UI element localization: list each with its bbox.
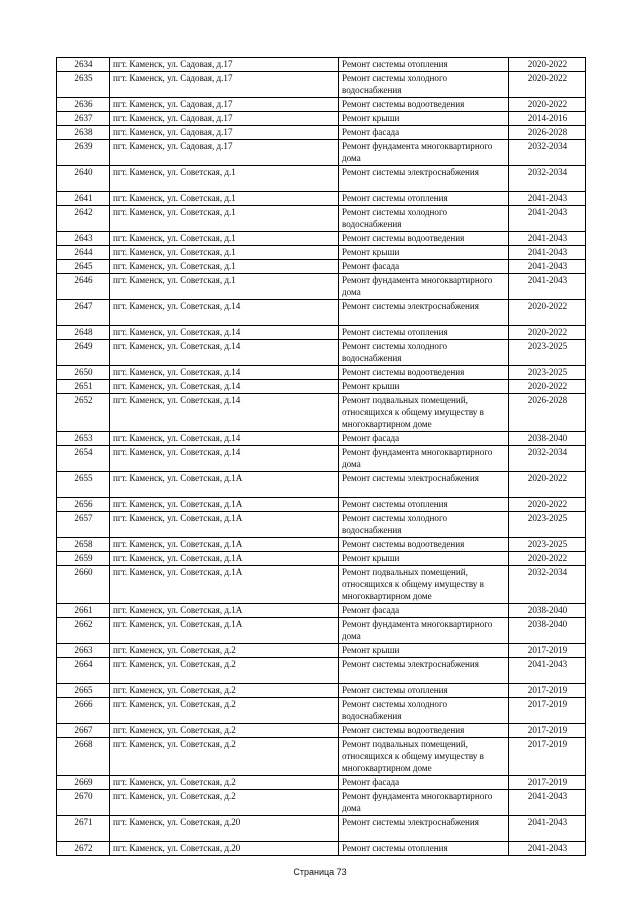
address-cell: пгт. Каменск, ул. Советская, д.2 (110, 776, 339, 790)
address-cell: пгт. Каменск, ул. Советская, д.1 (110, 274, 339, 300)
table-row (57, 644, 586, 658)
row-number-cell: 2652 (57, 394, 110, 432)
address-cell: пгт. Каменск, ул. Советская, д.1 (110, 206, 339, 232)
work-type-cell: Ремонт системы холодного водоснабжения (339, 698, 509, 724)
address-cell: пгт. Каменск, ул. Советская, д.1 (110, 246, 339, 260)
row-number-cell: 2669 (57, 776, 110, 790)
row-number-cell: 2648 (57, 326, 110, 340)
row-number-cell: 2672 (57, 842, 110, 856)
period-cell: 2017-2019 (509, 698, 586, 724)
address-cell: пгт. Каменск, ул. Советская, д.2 (110, 790, 339, 816)
work-type-cell: Ремонт подвальных помещений, относящихся к общему имуществу в многоквартирном доме (339, 566, 509, 604)
row-number-cell: 2657 (57, 512, 110, 538)
period-cell: 2032-2034 (509, 166, 586, 192)
work-type-cell: Ремонт системы водоотведения (339, 98, 509, 112)
table-row (57, 366, 586, 380)
table-row (57, 698, 586, 724)
row-number-cell: 2668 (57, 738, 110, 776)
table-row (57, 274, 586, 300)
row-number-cell: 2649 (57, 340, 110, 366)
row-number-cell: 2662 (57, 618, 110, 644)
work-type-cell: Ремонт фасада (339, 126, 509, 140)
period-cell: 2017-2019 (509, 776, 586, 790)
table-row (57, 340, 586, 366)
row-number-cell: 2641 (57, 192, 110, 206)
period-cell: 2041-2043 (509, 260, 586, 274)
row-number-cell: 2655 (57, 472, 110, 498)
table-row (57, 140, 586, 166)
row-number-cell: 2664 (57, 658, 110, 684)
work-type-cell: Ремонт крыши (339, 380, 509, 394)
work-type-cell: Ремонт фундамента многоквартирного дома (339, 790, 509, 816)
period-cell: 2032-2034 (509, 140, 586, 166)
table-row (57, 538, 586, 552)
table-row (57, 246, 586, 260)
work-type-cell: Ремонт системы водоотведения (339, 232, 509, 246)
table-row (57, 552, 586, 566)
table-row (57, 98, 586, 112)
period-cell: 2023-2025 (509, 366, 586, 380)
row-number-cell: 2656 (57, 498, 110, 512)
table-row (57, 604, 586, 618)
row-number-cell: 2658 (57, 538, 110, 552)
address-cell: пгт. Каменск, ул. Советская, д.1А (110, 512, 339, 538)
work-type-cell: Ремонт системы холодного водоснабжения (339, 340, 509, 366)
period-cell: 2017-2019 (509, 644, 586, 658)
address-cell: пгт. Каменск, ул. Советская, д.1А (110, 552, 339, 566)
period-cell: 2026-2028 (509, 394, 586, 432)
address-cell: пгт. Каменск, ул. Советская, д.1 (110, 192, 339, 206)
row-number-cell: 2654 (57, 446, 110, 472)
work-type-cell: Ремонт системы электроснабжения (339, 658, 509, 684)
period-cell: 2020-2022 (509, 380, 586, 394)
address-cell: пгт. Каменск, ул. Советская, д.1А (110, 498, 339, 512)
work-type-cell: Ремонт системы отопления (339, 684, 509, 698)
page-number-label: Страница 73 (293, 867, 347, 877)
address-cell: пгт. Каменск, ул. Садовая, д.17 (110, 72, 339, 98)
address-cell: пгт. Каменск, ул. Советская, д.2 (110, 658, 339, 684)
period-cell: 2023-2025 (509, 512, 586, 538)
work-type-cell: Ремонт системы электроснабжения (339, 816, 509, 842)
address-cell: пгт. Каменск, ул. Советская, д.14 (110, 326, 339, 340)
row-number-cell: 2659 (57, 552, 110, 566)
work-type-cell: Ремонт фундамента многоквартирного дома (339, 140, 509, 166)
address-cell: пгт. Каменск, ул. Садовая, д.17 (110, 126, 339, 140)
table-row (57, 126, 586, 140)
table-row (57, 724, 586, 738)
table-row (57, 658, 586, 684)
table-row (57, 72, 586, 98)
row-number-cell: 2634 (57, 58, 110, 72)
work-type-cell: Ремонт фасада (339, 432, 509, 446)
period-cell: 2020-2022 (509, 498, 586, 512)
table-row (57, 380, 586, 394)
address-cell: пгт. Каменск, ул. Советская, д.2 (110, 684, 339, 698)
period-cell: 2032-2034 (509, 446, 586, 472)
period-cell: 2032-2034 (509, 566, 586, 604)
page-footer (0, 867, 640, 877)
work-type-cell: Ремонт системы отопления (339, 58, 509, 72)
row-number-cell: 2653 (57, 432, 110, 446)
work-type-cell: Ремонт крыши (339, 552, 509, 566)
address-cell: пгт. Каменск, ул. Советская, д.20 (110, 816, 339, 842)
table-row (57, 232, 586, 246)
work-type-cell: Ремонт фасада (339, 260, 509, 274)
table-row (57, 300, 586, 326)
work-type-cell: Ремонт системы электроснабжения (339, 166, 509, 192)
row-number-cell: 2637 (57, 112, 110, 126)
period-cell: 2020-2022 (509, 300, 586, 326)
work-type-cell: Ремонт системы отопления (339, 326, 509, 340)
table-row (57, 512, 586, 538)
row-number-cell: 2639 (57, 140, 110, 166)
table-row (57, 684, 586, 698)
work-type-cell: Ремонт фундамента многоквартирного дома (339, 446, 509, 472)
address-cell: пгт. Каменск, ул. Советская, д.2 (110, 724, 339, 738)
work-type-cell: Ремонт системы отопления (339, 498, 509, 512)
address-cell: пгт. Каменск, ул. Советская, д.14 (110, 340, 339, 366)
row-number-cell: 2665 (57, 684, 110, 698)
address-cell: пгт. Каменск, ул. Садовая, д.17 (110, 140, 339, 166)
table-row (57, 326, 586, 340)
work-type-cell: Ремонт фундамента многоквартирного дома (339, 274, 509, 300)
address-cell: пгт. Каменск, ул. Советская, д.14 (110, 432, 339, 446)
period-cell: 2020-2022 (509, 58, 586, 72)
row-number-cell: 2663 (57, 644, 110, 658)
table-row (57, 566, 586, 604)
table-row (57, 790, 586, 816)
period-cell: 2038-2040 (509, 432, 586, 446)
period-cell: 2041-2043 (509, 658, 586, 684)
address-cell: пгт. Каменск, ул. Советская, д.14 (110, 446, 339, 472)
row-number-cell: 2671 (57, 816, 110, 842)
row-number-cell: 2667 (57, 724, 110, 738)
period-cell: 2041-2043 (509, 842, 586, 856)
period-cell: 2041-2043 (509, 246, 586, 260)
period-cell: 2026-2028 (509, 126, 586, 140)
row-number-cell: 2647 (57, 300, 110, 326)
table-row (57, 432, 586, 446)
row-number-cell: 2636 (57, 98, 110, 112)
table-body (57, 58, 586, 856)
work-type-cell: Ремонт системы холодного водоснабжения (339, 72, 509, 98)
row-number-cell: 2635 (57, 72, 110, 98)
table-row (57, 472, 586, 498)
row-number-cell: 2645 (57, 260, 110, 274)
address-cell: пгт. Каменск, ул. Советская, д.1 (110, 166, 339, 192)
address-cell: пгт. Каменск, ул. Советская, д.1А (110, 472, 339, 498)
period-cell: 2017-2019 (509, 738, 586, 776)
table-row (57, 260, 586, 274)
period-cell: 2041-2043 (509, 816, 586, 842)
period-cell: 2041-2043 (509, 192, 586, 206)
row-number-cell: 2666 (57, 698, 110, 724)
address-cell: пгт. Каменск, ул. Советская, д.1А (110, 604, 339, 618)
work-type-cell: Ремонт системы отопления (339, 842, 509, 856)
address-cell: пгт. Каменск, ул. Советская, д.14 (110, 394, 339, 432)
row-number-cell: 2642 (57, 206, 110, 232)
period-cell: 2041-2043 (509, 274, 586, 300)
work-type-cell: Ремонт подвальных помещений, относящихся к общему имуществу в многоквартирном доме (339, 738, 509, 776)
period-cell: 2041-2043 (509, 790, 586, 816)
work-type-cell: Ремонт системы отопления (339, 192, 509, 206)
table-row (57, 738, 586, 776)
work-type-cell: Ремонт системы холодного водоснабжения (339, 206, 509, 232)
address-cell: пгт. Каменск, ул. Садовая, д.17 (110, 58, 339, 72)
work-type-cell: Ремонт крыши (339, 112, 509, 126)
row-number-cell: 2660 (57, 566, 110, 604)
work-type-cell: Ремонт системы электроснабжения (339, 472, 509, 498)
work-type-cell: Ремонт системы электроснабжения (339, 300, 509, 326)
work-type-cell: Ремонт фасада (339, 776, 509, 790)
work-type-cell: Ремонт системы холодного водоснабжения (339, 512, 509, 538)
period-cell: 2020-2022 (509, 326, 586, 340)
address-cell: пгт. Каменск, ул. Советская, д.1А (110, 618, 339, 644)
table-row (57, 394, 586, 432)
row-number-cell: 2638 (57, 126, 110, 140)
period-cell: 2014-2016 (509, 112, 586, 126)
table-row (57, 166, 586, 192)
period-cell: 2038-2040 (509, 618, 586, 644)
work-type-cell: Ремонт крыши (339, 246, 509, 260)
table-row (57, 618, 586, 644)
table-row (57, 58, 586, 72)
period-cell: 2023-2025 (509, 340, 586, 366)
period-cell: 2041-2043 (509, 232, 586, 246)
row-number-cell: 2661 (57, 604, 110, 618)
row-number-cell: 2646 (57, 274, 110, 300)
row-number-cell: 2644 (57, 246, 110, 260)
address-cell: пгт. Каменск, ул. Советская, д.1 (110, 260, 339, 274)
table-row (57, 206, 586, 232)
work-type-cell: Ремонт подвальных помещений, относящихся к общему имуществу в многоквартирном доме (339, 394, 509, 432)
period-cell: 2020-2022 (509, 72, 586, 98)
period-cell: 2017-2019 (509, 684, 586, 698)
address-cell: пгт. Каменск, ул. Садовая, д.17 (110, 112, 339, 126)
table-row (57, 776, 586, 790)
address-cell: пгт. Каменск, ул. Советская, д.14 (110, 366, 339, 380)
period-cell: 2020-2022 (509, 552, 586, 566)
row-number-cell: 2651 (57, 380, 110, 394)
work-type-cell: Ремонт фасада (339, 604, 509, 618)
table-row (57, 112, 586, 126)
period-cell: 2023-2025 (509, 538, 586, 552)
address-cell: пгт. Каменск, ул. Советская, д.1А (110, 538, 339, 552)
address-cell: пгт. Каменск, ул. Советская, д.1 (110, 232, 339, 246)
work-type-cell: Ремонт системы водоотведения (339, 724, 509, 738)
period-cell: 2038-2040 (509, 604, 586, 618)
table-row (57, 816, 586, 842)
address-cell: пгт. Каменск, ул. Советская, д.20 (110, 842, 339, 856)
address-cell: пгт. Каменск, ул. Советская, д.1А (110, 566, 339, 604)
address-cell: пгт. Каменск, ул. Советская, д.2 (110, 698, 339, 724)
row-number-cell: 2643 (57, 232, 110, 246)
period-cell: 2020-2022 (509, 98, 586, 112)
repair-schedule-table (56, 57, 586, 856)
address-cell: пгт. Каменск, ул. Советская, д.2 (110, 644, 339, 658)
address-cell: пгт. Каменск, ул. Советская, д.2 (110, 738, 339, 776)
address-cell: пгт. Каменск, ул. Советская, д.14 (110, 380, 339, 394)
table-row (57, 192, 586, 206)
period-cell: 2020-2022 (509, 472, 586, 498)
address-cell: пгт. Каменск, ул. Садовая, д.17 (110, 98, 339, 112)
table-row (57, 842, 586, 856)
table-row (57, 498, 586, 512)
work-type-cell: Ремонт системы водоотведения (339, 366, 509, 380)
table-row (57, 446, 586, 472)
row-number-cell: 2640 (57, 166, 110, 192)
period-cell: 2017-2019 (509, 724, 586, 738)
row-number-cell: 2650 (57, 366, 110, 380)
period-cell: 2041-2043 (509, 206, 586, 232)
row-number-cell: 2670 (57, 790, 110, 816)
work-type-cell: Ремонт системы водоотведения (339, 538, 509, 552)
work-type-cell: Ремонт фундамента многоквартирного дома (339, 618, 509, 644)
address-cell: пгт. Каменск, ул. Советская, д.14 (110, 300, 339, 326)
work-type-cell: Ремонт крыши (339, 644, 509, 658)
